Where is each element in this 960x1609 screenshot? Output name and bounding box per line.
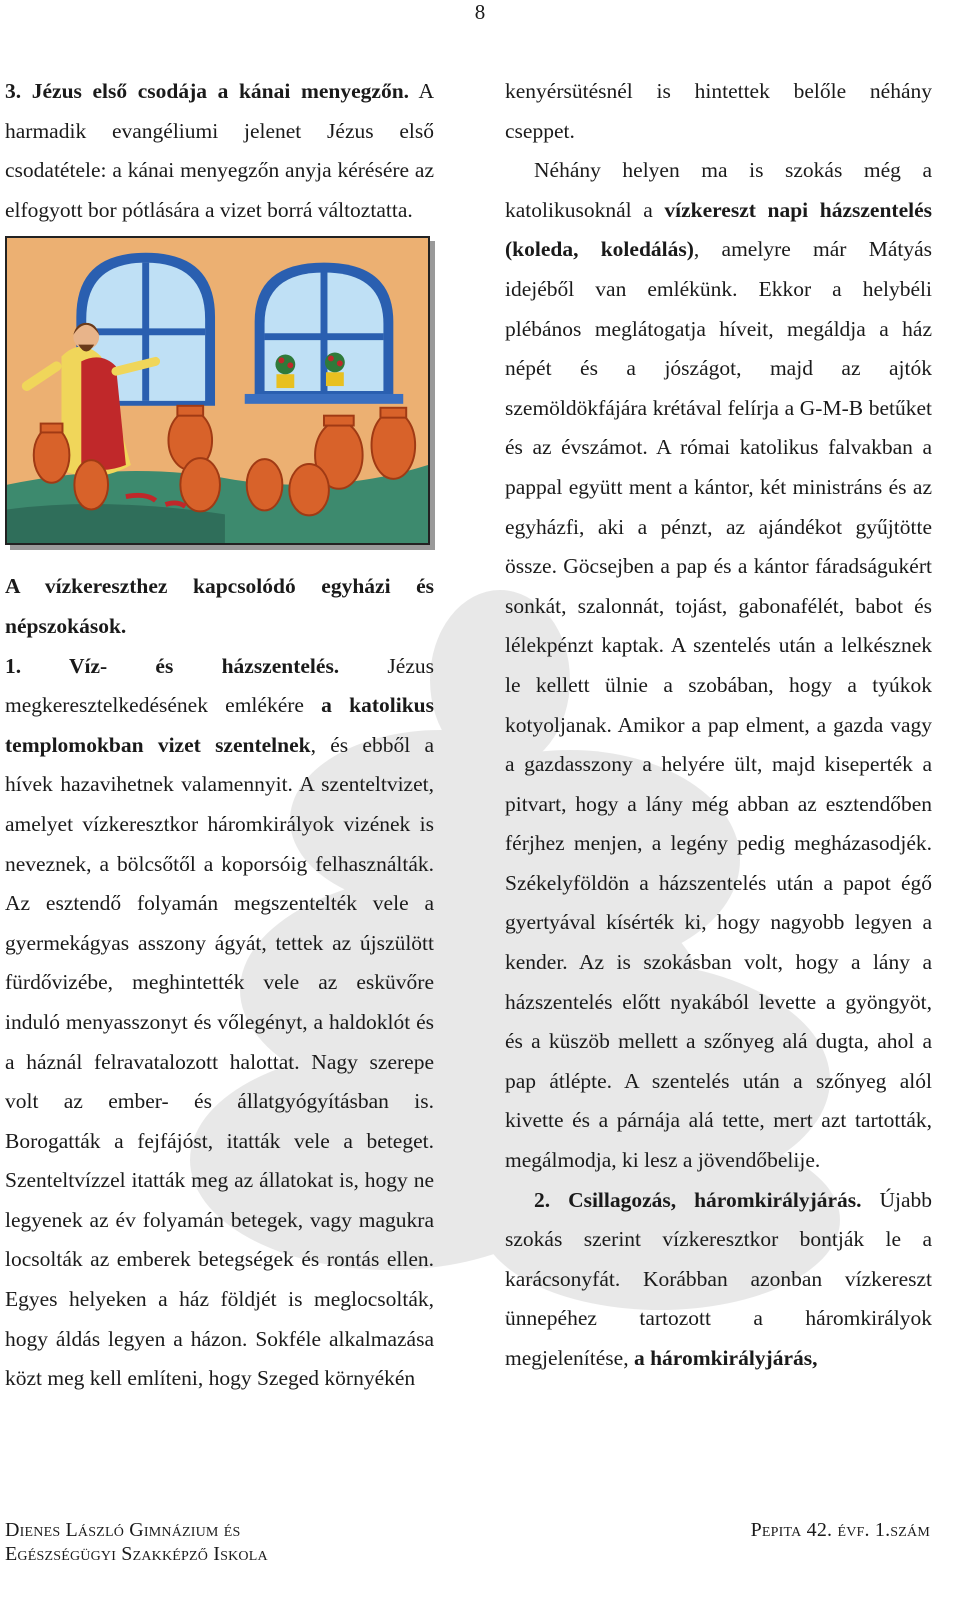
section-kana-body: A harmadik evangéliumi jelenet Jézus első csodatétele: a kánai menyegzőn anyja kérésére az elfogyott bor pótlására a vizet borrá változtatta.: [5, 79, 434, 222]
section-water-paragraph: 1. Víz- és házszentelés. Jézus megkeresztelkedésének emlékére a katolikus templomokban vizet szentelnek, és ebből a hívek hazavihetnek valamennyit. A szenteltvizet, amelyet vízkeresztkor háromkirályok vizének is neveznek, a bölcsőtől a koporsóig felhasználták. Az esztendő folyamán megszentelték vele a gyermekágyas asszony ágyát, tettek az újszülött fürdővizébe, meghintették vele az esküvőre induló menyasszonyt és vőlegényt, a haldoklót és a háznál felravatalozott halottat. Nagy szerepe volt az ember- és állatgyógyításban is. Borogatták a fejfájóst, itatták vele a beteget. Szenteltvízzel itatták meg az állatokat is, hogy ne legyenek az év folyamán betegek, vagy magukra locsolták az emberek betegségek és rontás ellen. Egyes helyeken a ház földjét is meglocsolták, hogy áldás legyen a házon. Sokféle alkalmazása közt meg kell említeni, hogy Szeged környékén: [5, 653, 435, 1391]
left-column: [5, 72, 434, 1399]
footer-school-name: Dienes László Gimnázium és Egészségügyi Szakképző Iskola: [5, 1519, 268, 1565]
footer-issue: Pepita 42. évf. 1.szám: [750, 1519, 930, 1541]
right-paragraph-2: Néhány helyen ma is szokás még a katolikusoknál a vízkereszt napi házszentelés (koleda, koledálás), amelyre már Mátyás idejéből van emlékünk. Ekkor a helybéli plébános meglátogatja híveit, megáldja a ház népét és a jószágot, majd az ajtók szemöldökfájára krétával felírja a G-M-B betűket és az évszámot. A római katolikus falvakban a pappal együtt ment a kántor, két ministráns és az egyházfi, aki a pénzt, az ajándékot gyűjtötte össze. Göcsejben a pap és a kántor fáradságukért sonkát, szalonnát, tojást, gabonafélét, babot és lélekpénzt kaptak. A szentelés után a lelkésznek le kellett ülnie a szobában, hogy a tyúkok kotyoljanak. Amikor a pap elment, a gazda vagy a gazdasszony a helyére ült, majd kiseperték a pitvart, hogy a lány még abban az esztendőben férjhez menjen, a legény pedig megházasodjék. Székelyföldön a házszentelés után a papot égő gyertyával kísérték ki, hogy nagyobb legyen a kender. Az is szokásban volt, hogy a lány a házszentelés előtt nyakából levette a gyöngyöt, és a küszöb mellett a szőnyeg alá dugta, ahol a pap átlépte. A szentelés után a szőnyeg alól kivette és a párnája alá tette, mert azt tartották, megálmodja, ki lesz a jövendőbelije.: [505, 158, 932, 1173]
page-number: 8: [474, 0, 486, 24]
right-paragraph-3: 2. Csillagozás, háromkirályjárás. Újabb szokás szerint vízkeresztkor bontják le a karácsonyfát. Korábban azonban vízkereszt ünnepéhez tartozott a háromkirályok megjelenítése, a háromkirályjárás,: [505, 1187, 932, 1370]
section-star-title: 2. Csillagozás, háromkirályjárás.: [534, 1187, 862, 1212]
customs-heading: A vízkereszthez kapcsolódó egyházi és népszokások.: [5, 574, 434, 638]
right-paragraph-1: kenyérsütésnél is hintettek belőle néhány cseppet.: [505, 79, 932, 143]
cana-wedding-illustration: [5, 236, 430, 545]
section-water-title: 1. Víz- és házszentelés.: [5, 653, 340, 678]
right-column: [505, 72, 932, 1379]
wedding-at-cana-painting-icon: [7, 238, 428, 543]
section-kana-title: 3. Jézus első csodája a kánai menyegzőn.: [5, 79, 410, 103]
section-kana-paragraph: [5, 72, 434, 230]
